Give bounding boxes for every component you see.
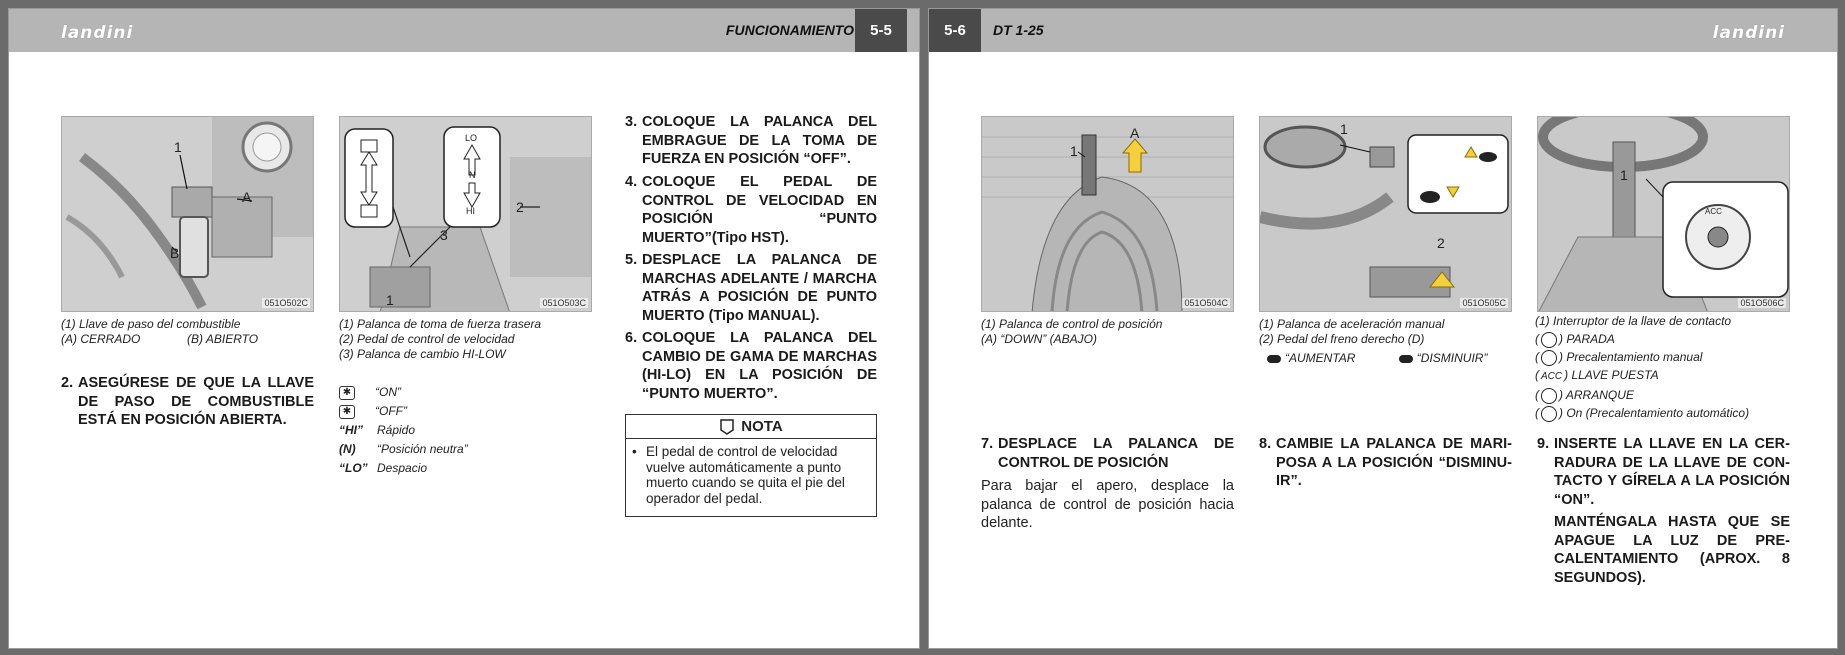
figure-code: 051O505C xyxy=(1462,298,1506,308)
note-header xyxy=(626,415,876,439)
step-text: MANTÉNGALA HASTA QUE SE APAGUE LA LUZ DE PRECALENTAMIENTO (APROX. 8 SEGUNDOS). xyxy=(1554,514,1790,586)
caption-line: (1) Palanca de aceleración manual xyxy=(1259,317,1445,331)
step-number: 3. xyxy=(625,114,638,130)
step-text: CAMBIE LA PALANCA DE MARIPOSA A LA POSICIÓN “DISMINUIR”. xyxy=(1276,436,1512,489)
caption-line: (2) Pedal de control de velocidad xyxy=(339,332,515,346)
figure-code: 051O502C xyxy=(264,298,308,308)
acc-mark: ACC xyxy=(1705,207,1722,216)
caption-closed: (A) CERRADO xyxy=(61,332,141,346)
caption-speed-line xyxy=(1259,351,1487,366)
note-text: El pedal de control de velocidad vuelve automáticamente a punto muerto cuando se quita el pie del operador del pedal. xyxy=(646,444,845,506)
legend-value: Despacio xyxy=(377,461,428,475)
symbol-legend xyxy=(339,383,468,478)
bullet: • xyxy=(632,444,637,459)
legend-item-lo xyxy=(339,459,468,478)
step-number: 9. xyxy=(1537,436,1550,452)
caption-line: (3) Palanca de cambio HI-LOW xyxy=(339,347,506,361)
figure-code: 051O504C xyxy=(1184,298,1228,308)
section-title: FUNCIONAMIENTO xyxy=(725,22,854,38)
step-number: 4. xyxy=(625,174,638,190)
callout-1: 1 xyxy=(1070,143,1078,159)
right-page xyxy=(928,8,1838,649)
step-6 xyxy=(625,329,877,403)
pto-off-icon: ✱ xyxy=(339,405,355,419)
caption-text: ) Precalentamiento manual xyxy=(1559,350,1703,364)
step-text: ASEGÚRESE DE QUE LA LLAVE DE PASO DE COMBUSTIBLE ESTÁ EN POSICIÓN ABIERTA. xyxy=(78,375,314,428)
step-number: 2. xyxy=(61,375,74,391)
figure-code: 051O506C xyxy=(1740,298,1784,308)
figure-throttle-lever xyxy=(1259,116,1512,312)
step-text: INSERTE LA LLAVE EN LA CERRADURA DE LA LLAVE DE CONTACTO Y GÍRELA A LA POSICIÓN “ON”. xyxy=(1554,436,1790,508)
callout-b: B xyxy=(170,245,180,261)
figure-ignition-switch xyxy=(1537,116,1790,312)
caption-text: ) LLAVE PUESTA xyxy=(1564,368,1659,382)
step-number: 6. xyxy=(625,330,638,346)
auto-preheat-icon xyxy=(1541,406,1557,422)
legend-item-n xyxy=(339,440,468,459)
legend-value: “OFF” xyxy=(375,404,407,418)
landini-logo: landini xyxy=(1712,23,1785,43)
figure-position-lever xyxy=(981,116,1234,312)
stop-icon xyxy=(1541,332,1557,348)
callout-lo: LO xyxy=(465,133,478,143)
caption-down: “DISMINUIR” xyxy=(1416,351,1488,365)
callout-1: 1 xyxy=(1620,167,1628,183)
step-9-hold xyxy=(1537,513,1790,587)
caption-line: ( ) On (Precalentamiento automático) xyxy=(1535,406,1750,420)
page-header xyxy=(9,9,919,52)
step-number: 5. xyxy=(625,252,638,268)
rabbit-icon xyxy=(1267,355,1281,363)
legend-value: “ON” xyxy=(375,385,401,399)
legend-item-hi xyxy=(339,421,468,440)
legend-key: (N) xyxy=(339,442,356,456)
callout-hi: HI xyxy=(466,206,475,216)
step-text: DESPLACE LA PALANCA DE CONTROL DE POSICIÓN xyxy=(998,436,1234,471)
step-number: 7. xyxy=(981,436,994,452)
callout-a: A xyxy=(242,189,252,205)
callout-3: 3 xyxy=(440,227,448,243)
note-body xyxy=(626,439,876,506)
caption-line: ( ACC ) LLAVE PUESTA xyxy=(1535,368,1659,382)
figure-fuel-valve xyxy=(61,116,314,312)
step-text: DESPLACE LA PALANCA DE MARCHAS ADELANTE / MARCHA ATRÁS A POSICIÓN DE PUNTO MUERTO (Tipo MANUAL). xyxy=(642,252,877,324)
left-page xyxy=(8,8,920,649)
caption-line: (1) Llave de paso del combustible xyxy=(61,317,241,331)
step-2 xyxy=(61,374,314,430)
step-number: 8. xyxy=(1259,436,1272,452)
note-icon xyxy=(719,418,735,436)
step-3 xyxy=(625,113,877,169)
caption-text: ) PARADA xyxy=(1559,332,1615,346)
caption-line: ( ) Precalentamiento manual xyxy=(1535,350,1703,364)
page-header xyxy=(929,9,1837,52)
callout-2: 2 xyxy=(1437,235,1445,251)
note-box xyxy=(625,414,877,517)
callout-n: N xyxy=(469,170,476,180)
pto-on-icon: ✱ xyxy=(339,386,355,400)
figure-caption-5 xyxy=(1259,317,1487,366)
caption-text: ) ARRANQUE xyxy=(1559,388,1634,402)
callout-1: 1 xyxy=(174,139,182,155)
preheat-icon xyxy=(1541,350,1557,366)
caption-line: (2) Pedal del freno derecho (D) xyxy=(1259,332,1425,346)
callout-1: 1 xyxy=(386,292,394,308)
callout-a: A xyxy=(1130,125,1140,141)
step-7-body: Para bajar el apero, desplace la palanca de control de posición hacia delante. xyxy=(981,478,1234,531)
figure-caption-2 xyxy=(339,317,541,362)
caption-line: ( ) ARRANQUE xyxy=(1535,388,1634,402)
page-number: 5-6 xyxy=(929,9,981,52)
step-4 xyxy=(625,173,877,247)
caption-line: (1) Interruptor de la llave de contacto xyxy=(1535,314,1732,328)
caption-open: (B) ABIERTO xyxy=(187,332,259,346)
note-title: NOTA xyxy=(741,418,783,435)
callout-1: 1 xyxy=(1340,121,1348,137)
step-7 xyxy=(981,435,1234,472)
landini-logo: landini xyxy=(61,23,134,43)
legend-item-on xyxy=(339,383,468,402)
step-5 xyxy=(625,251,877,325)
caption-line: (1) Palanca de control de posición xyxy=(981,317,1163,331)
callout-2: 2 xyxy=(516,199,524,215)
caption-line: (1) Palanca de toma de fuerza trasera xyxy=(339,317,542,331)
caption-line xyxy=(61,332,259,347)
legend-value: “Posición neutra” xyxy=(377,442,468,456)
figure-caption-6 xyxy=(1535,312,1749,422)
figure-caption-1 xyxy=(61,317,259,347)
legend-key: “LO” xyxy=(339,461,368,475)
legend-value: Rápido xyxy=(377,423,416,437)
model-title: DT 1-25 xyxy=(993,22,1044,38)
caption-line: ( ) PARADA xyxy=(1535,332,1615,346)
caption-text: ) On (Precalentamiento automático) xyxy=(1559,406,1750,420)
figure-caption-4 xyxy=(981,317,1162,347)
step-text: COLOQUE EL PEDAL DE CONTROL DE VELOCIDAD EN POSICIÓN “PUNTO MUERTO”(Tipo HST). xyxy=(642,174,877,246)
page-number: 5-5 xyxy=(855,9,907,52)
caption-up: “AUMENTAR xyxy=(1285,351,1356,365)
step-text: COLOQUE LA PALANCA DEL EMBRAGUE DE LA TOMA DE FUERZA EN POSICIÓN “OFF”. xyxy=(642,114,877,167)
start-icon xyxy=(1541,388,1557,404)
figure-code: 051O503C xyxy=(542,298,586,308)
caption-line: (A) “DOWN” (ABAJO) xyxy=(981,332,1097,346)
step-9 xyxy=(1537,435,1790,509)
step-text: COLOQUE LA PALANCA DEL CAMBIO DE GAMA DE MARCHAS (HI-LO) EN LA POSICIÓN DE “PUNTO MUERTO”. xyxy=(642,330,877,402)
figure-pto-lever xyxy=(339,116,592,312)
acc-icon: ACC xyxy=(1541,371,1563,382)
step-8 xyxy=(1259,435,1512,491)
legend-item-off xyxy=(339,402,468,421)
legend-key: “HI” xyxy=(339,423,363,437)
turtle-icon xyxy=(1399,355,1413,363)
